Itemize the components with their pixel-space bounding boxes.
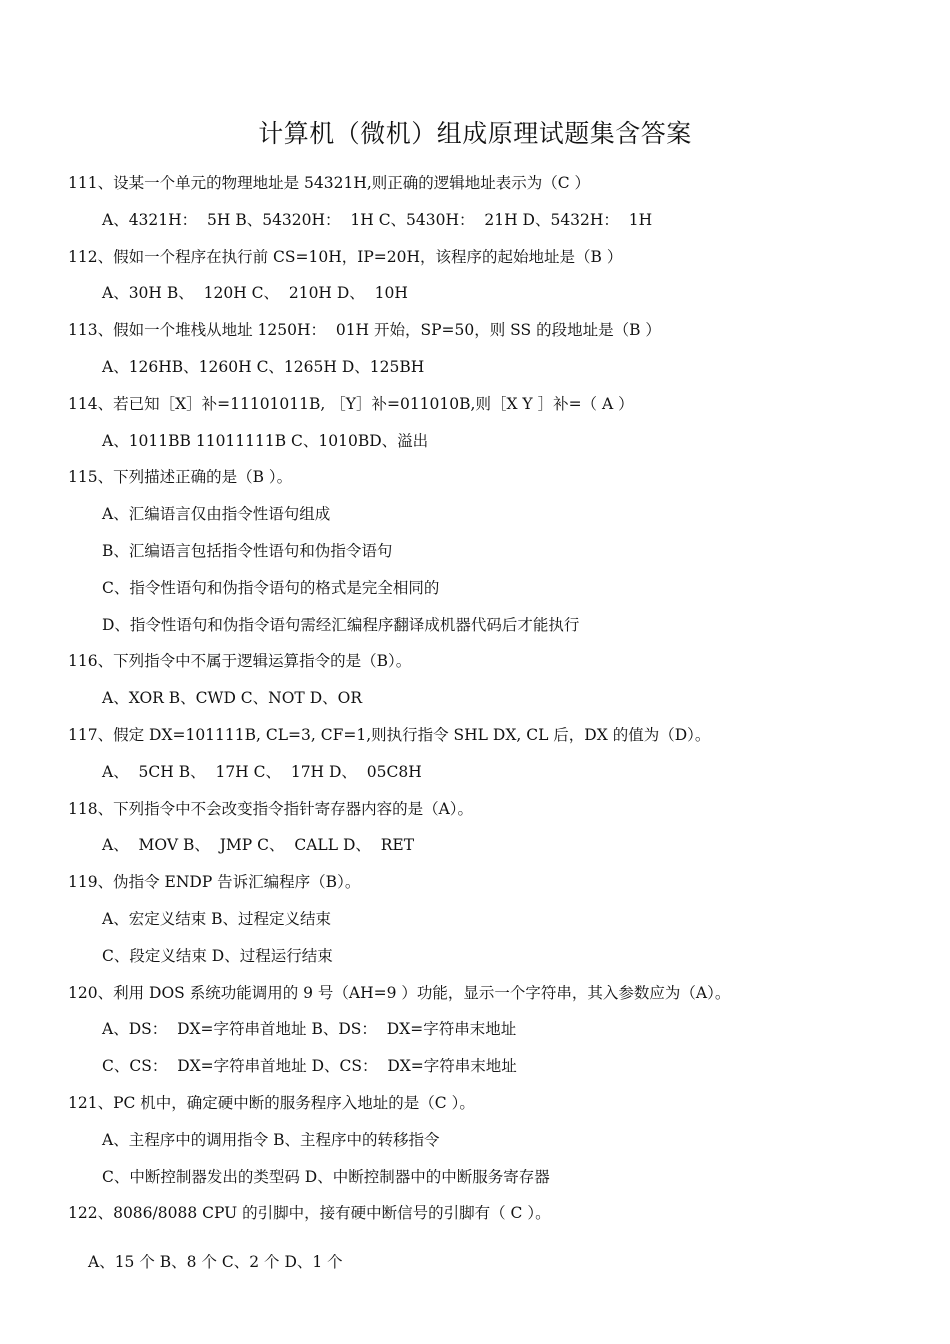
- options-111: A、4321H： 5H B、54320H： 1H C、5430H： 21H D、5432H： 1H: [102, 210, 653, 229]
- options-118: A、 MOV B、 JMP C、 CALL D、 RET: [102, 836, 415, 855]
- question-120: 120、利用 DOS 系统功能调用的 9 号（AH=9 ）功能，显示一个字符串，其入参数应为（A）。: [68, 983, 731, 1002]
- question-list: [0, 165, 950, 1281]
- options-112: A、30H B、 120H C、 210H D、 10H: [102, 284, 408, 303]
- question-117: 117、假定 DX=101111B, CL=3, CF=1,则执行指令 SHL DX, CL 后，DX 的值为（D）。: [68, 725, 711, 744]
- option-115-c: C、指令性语句和伪指令语句的格式是完全相同的: [102, 578, 440, 597]
- options-121-ab: A、主程序中的调用指令 B、主程序中的转移指令: [102, 1130, 440, 1149]
- option-115-d: D、指令性语句和伪指令语句需经汇编程序翻译成机器代码后才能执行: [102, 615, 580, 634]
- option-115-b: B、汇编语言包括指令性语句和伪指令语句: [102, 541, 393, 560]
- option-115-a: A、汇编语言仅由指令性语句组成: [102, 505, 331, 524]
- question-116: 116、下列指令中不属于逻辑运算指令的是（B）。: [68, 652, 412, 671]
- question-121: 121、PC 机中，确定硬中断的服务程序入地址的是（C ）。: [68, 1093, 475, 1112]
- options-117: A、 5CH B、 17H C、 17H D、 05C8H: [102, 762, 422, 781]
- options-119-cd: C、段定义结束 D、过程运行结束: [102, 946, 333, 965]
- options-113: A、126HB、1260H C、1265H D、125BH: [102, 357, 425, 376]
- question-114: 114、若已知［X］补=11101011B, ［Y］补=011010B,则［X Y ］补=（ A ）: [68, 394, 634, 413]
- options-122: A、15 个 B、8 个 C、2 个 D、1 个: [88, 1253, 343, 1272]
- options-116: A、XOR B、CWD C、NOT D、OR: [102, 689, 362, 708]
- options-119-ab: A、宏定义结束 B、过程定义结束: [102, 909, 332, 928]
- question-119: 119、伪指令 ENDP 告诉汇编程序（B）。: [68, 873, 361, 892]
- question-111: 111、设某一个单元的物理地址是 54321H,则正确的逻辑地址表示为（C ）: [68, 174, 591, 192]
- options-121-cd: C、中断控制器发出的类型码 D、中断控制器中的中断服务寄存器: [102, 1167, 550, 1186]
- spacer: [0, 1232, 950, 1244]
- question-122: 122、8086/8088 CPU 的引脚中，接有硬中断信号的引脚有（ C ）。: [68, 1204, 551, 1223]
- question-113: 113、假如一个堆栈从地址 1250H： 01H 开始，SP=50，则 SS 的段地址是（B ）: [68, 321, 661, 340]
- question-118: 118、下列指令中不会改变指令指针寄存器内容的是（A）。: [68, 799, 474, 818]
- options-120-cd: C、CS： DX=字符串首地址 D、CS： DX=字符串末地址: [102, 1057, 517, 1076]
- options-114: A、1011BB 11011111B C、1010BD、溢出: [102, 431, 429, 450]
- question-112: 112、假如一个程序在执行前 CS=10H，IP=20H，该程序的起始地址是（B ）: [68, 247, 623, 266]
- page-title: 计算机（微机）组成原理试题集含答案: [258, 119, 692, 148]
- options-120-ab: A、DS： DX=字符串首地址 B、DS： DX=字符串末地址: [102, 1020, 517, 1039]
- question-115: 115、下列描述正确的是（B ）。: [68, 468, 293, 487]
